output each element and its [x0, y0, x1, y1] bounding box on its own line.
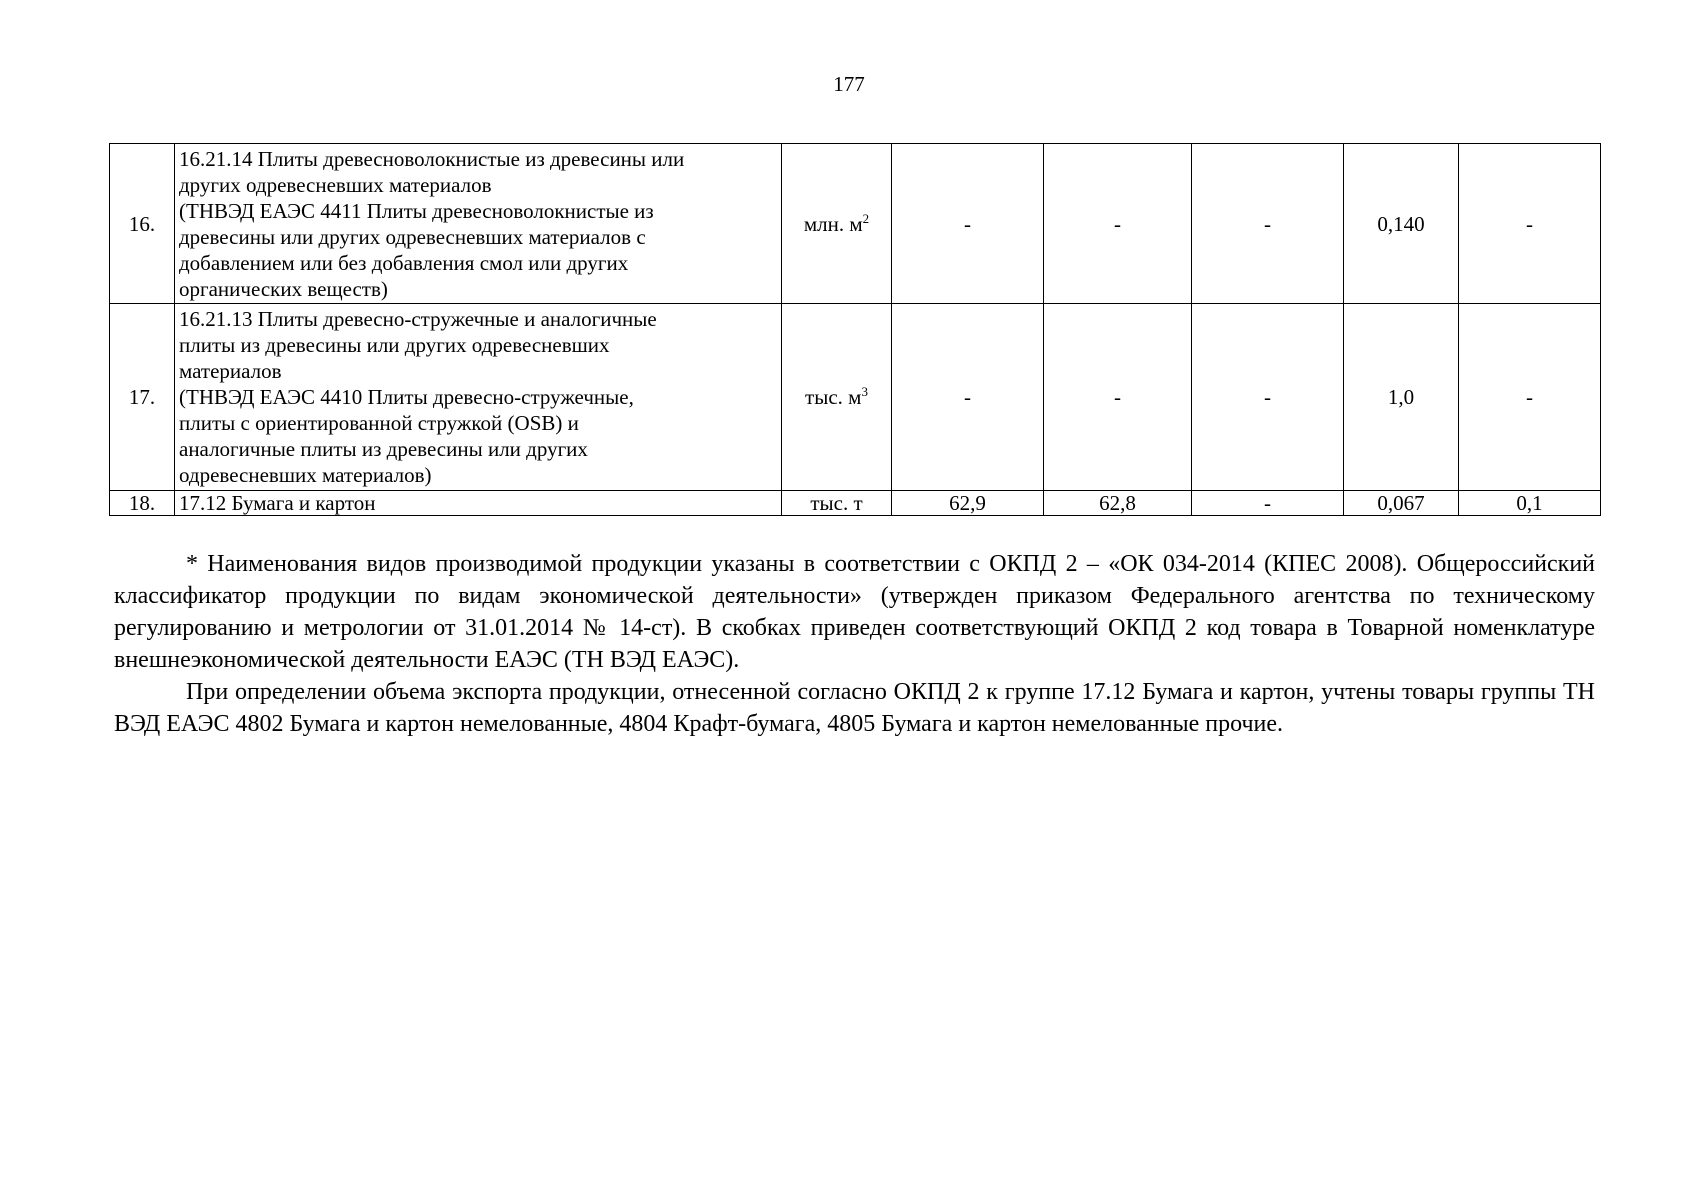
- value-cell: 0,140: [1344, 144, 1459, 304]
- product-name-text: 16.21.13 Плиты древесно-стружечные и аналогичные плиты из древесины или других одревесневших материалов (ТНВЭД ЕАЭС 4410 Плиты древесно-стружечные, плиты с ориентированной стружкой (OSB) и аналогичные плиты из древесины или других одревесневших материалов): [179, 307, 657, 487]
- table-row: [110, 304, 1601, 491]
- table-row: [110, 144, 1601, 304]
- data-table: [109, 143, 1601, 516]
- unit-cell: [782, 304, 892, 491]
- value-cell: -: [1192, 491, 1344, 516]
- product-name: [175, 304, 782, 491]
- value-cell: -: [1459, 304, 1601, 491]
- footnotes: [114, 548, 1595, 740]
- value-cell: 1,0: [1344, 304, 1459, 491]
- footnote-paragraph: * Наименования видов производимой продукции указаны в соответствии с ОКПД 2 – «ОК 034-2014 (КПЕС 2008). Общероссийский классификатор продукции по видам экономической деятельности» (утвержден приказом Федерального агентства по техническому регулированию и метрологии от 31.01.2014 № 14-ст). В скобках приведен соответствующий ОКПД 2 код товара в Товарной номенклатуре внешнеэкономической деятельности ЕАЭС (ТН ВЭД ЕАЭС).: [114, 551, 1595, 673]
- unit-superscript: 3: [861, 384, 868, 399]
- row-number: 16.: [110, 144, 175, 304]
- unit-cell: [782, 491, 892, 516]
- unit-superscript: 2: [862, 210, 870, 226]
- unit-text: тыс. т: [810, 491, 863, 515]
- footnote-paragraph: При определении объема экспорта продукции, отнесенной согласно ОКПД 2 к группе 17.12 Бумага и картон, учтены товары группы ТН ВЭД ЕАЭС 4802 Бумага и картон немелованные, 4804 Крафт-бумага, 4805 Бумага и картон немелованные прочие.: [114, 679, 1595, 737]
- value-cell: 62,9: [892, 491, 1044, 516]
- row-number: 18.: [110, 491, 175, 516]
- value-cell: -: [1044, 144, 1192, 304]
- value-cell: -: [1044, 304, 1192, 491]
- unit-text: млн. м: [803, 211, 863, 236]
- value-cell: 62,8: [1044, 491, 1192, 516]
- unit-text: тыс. м: [805, 385, 862, 409]
- value-cell: -: [1192, 144, 1344, 304]
- value-cell: -: [1192, 304, 1344, 491]
- value-cell: -: [892, 304, 1044, 491]
- product-name-text: 16.21.14 Плиты древесноволокнистые из древесины или других одревесневших материалов (ТНВЭД ЕАЭС 4411 Плиты древесноволокнистые из древесины или других одревесневших материалов с добавлением или без добавления смол или других органических веществ): [179, 146, 685, 301]
- product-name: [175, 144, 782, 304]
- product-name-text: 17.12 Бумага и картон: [179, 491, 376, 515]
- row-number: 17.: [110, 304, 175, 491]
- value-cell: -: [1459, 144, 1601, 304]
- value-cell: 0,1: [1459, 491, 1601, 516]
- page-number: 177: [833, 72, 865, 96]
- product-name: [175, 491, 782, 516]
- value-cell: 0,067: [1344, 491, 1459, 516]
- table-row: [110, 491, 1601, 516]
- unit-cell: [782, 144, 892, 304]
- value-cell: -: [892, 144, 1044, 304]
